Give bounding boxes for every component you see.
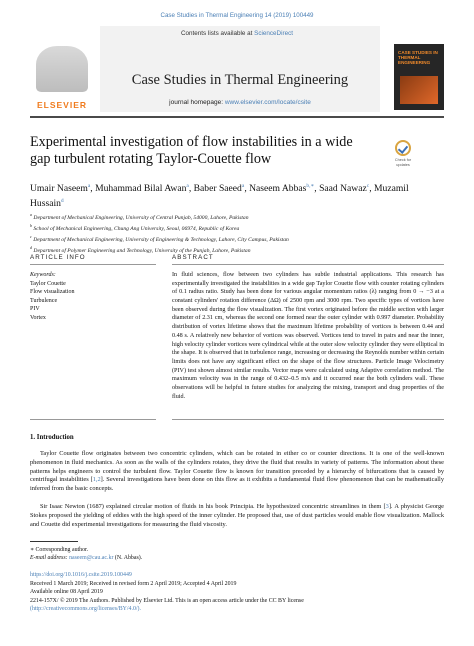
- article-info-bottom-divider: [30, 419, 156, 420]
- abstract-text: In fluid sciences, flow between two cylinders has subtle industrial applications. This research has experimentally investigated the instabilities in a wide gap Taylor Couette flow with counter rotating cylinders of 0.1 radius ratio. Study has been done for various angular momentum ratios (λ) ranging from 0 → −3 at a constant cylinders' rotation difference (ΔΩ) of 2500 rpm and 3000 rpm. Two specific types of vortices have been observed during the flow visualization. The first vortex originated before the middle section with larger diameter of 2.31 cm, whereas the second one formed near the outer cylinder with 0.997 diameter. Probability distribution of vortex lifetime shows that the maximum lifetime probability of vortices is between 0.44 and 0.48 s. A relatively new behavior of vortices was observed. Vortices tend to travel in pairs and near the inner, high velocity cylinder vortices were cylindrical while at the outer slow velocity cylinder they were elliptical in the shape. It is observed that in turbulence range, increasing or decreasing the Reynolds number within certain limits does not have any significant effect on the shape of the flow structures. Particle Image Velocimetry (PIV) test shown almost similar results. Vector maps were calculated using Adaptive correlation method. The maximum velocity was in the range of 0.432–0.5 m/s and it occurred near the both cylinders wall. These observations will be helpful in future studies for analyzing the mixing, transport and drag properties of the fluid.: [172, 272, 444, 400]
- keyword-item: Flow visualization: [30, 289, 75, 296]
- elsevier-wordmark: ELSEVIER: [36, 100, 88, 110]
- keyword-item: Vortex: [30, 314, 46, 321]
- author-name[interactable]: Baber Saeed: [193, 183, 242, 195]
- intro-paragraph-2: [30, 503, 444, 529]
- email-label: E-mail address:: [30, 555, 68, 562]
- received-dates: Received 1 March 2019; Received in revised form 2 April 2019; Accepted 4 April 2019: [30, 580, 237, 587]
- author-name[interactable]: Naseem Abbas: [249, 183, 307, 195]
- abstract-bottom-divider: [172, 419, 444, 420]
- intro-p1-end: ]. Several investigations have been done on this flow as it exhibits a fundamental fluid flow phenomenon that can be mathematically inferred from the basic concepts.: [30, 476, 444, 492]
- journal-title: Case Studies in Thermal Engineering: [131, 72, 349, 88]
- email-line: [30, 554, 444, 562]
- check-updates-label: Check for updates: [394, 158, 412, 167]
- affiliation-item: [30, 244, 444, 255]
- article-info-heading: ARTICLE INFO: [30, 254, 86, 261]
- journal-homepage: [100, 99, 380, 106]
- affiliation-text: Department of Mechanical Engineering, University of Central Punjab, 54000, Lahore, Pakistan: [33, 214, 249, 221]
- elsevier-tree-icon: [36, 46, 88, 92]
- keywords-block: [30, 271, 150, 323]
- article-info-divider: [30, 264, 156, 265]
- keywords-label: Keywords:: [30, 272, 56, 278]
- email-link[interactable]: naseem@cau.ac.kr: [69, 555, 114, 562]
- license-link[interactable]: (http://creativecommons.org/licenses/BY/4.0/).: [30, 606, 141, 612]
- contents-prefix: Contents lists available at: [180, 30, 255, 37]
- author-name[interactable]: Muhammad Bilal Awan: [95, 183, 187, 195]
- keyword-item: PIV: [30, 306, 40, 313]
- article-title: Experimental investigation of flow instabilities in a wide gap turbulent rotating Taylor-Couette flow: [30, 134, 353, 167]
- journal-cover: [394, 44, 444, 110]
- author-name[interactable]: Umair Naseem: [30, 183, 88, 195]
- footnote-divider: [30, 541, 78, 542]
- citation-link[interactable]: 1,2: [92, 476, 101, 484]
- email-suffix: (N. Abbas).: [113, 555, 143, 562]
- affiliation-text: School of Mechanical Engineering, Chung Ang University, Seoul, 06974, Republic of Korea: [33, 225, 240, 232]
- elsevier-logo: [30, 46, 94, 110]
- author-affil-mark[interactable]: c: [366, 183, 370, 189]
- author-name[interactable]: Muzamil Hussain: [30, 183, 409, 210]
- check-for-updates-button[interactable]: [392, 140, 414, 170]
- keyword-item: Turbulence: [30, 297, 58, 304]
- journal-reference: Case Studies in Thermal Engineering 14 (2019) 100449: [160, 12, 314, 19]
- sciencedirect-link[interactable]: ScienceDirect: [254, 30, 293, 37]
- affiliation-text: Department of Polymer Engineering and Technology, University of the Punjab, Lahore, Pakistan: [33, 247, 251, 254]
- affiliation-item: [30, 211, 444, 222]
- doi-link[interactable]: https://doi.org/10.1016/j.csite.2019.100449: [30, 572, 132, 578]
- cover-image: [400, 76, 438, 104]
- author-name[interactable]: Saad Nawaz: [319, 183, 367, 195]
- author-affil-mark[interactable]: a: [87, 183, 91, 189]
- keyword-item: Taylor Couette: [30, 280, 66, 287]
- cover-title: CASE STUDIES IN THERMAL ENGINEERING: [398, 50, 438, 65]
- check-updates-icon: [395, 140, 411, 156]
- contents-line: [0, 30, 474, 37]
- author-list: Umair Naseem$^a$, Muhammad Bilal Awan$^a$, Baber Saeed$^a$, Naseem Abbas$^{b,∗}$, Saad Nawaz$^c$, Muzamil Hussain$^d$: [30, 183, 409, 210]
- affiliation-mark: c: [30, 233, 32, 239]
- intro-p2-end: ]. A physicist George Stokes proposed the yielding of eddies with the high speed of the inner cylinder. He proposed that, use of dust particles would enable flow visualization. Mallock and Couette did experimental investigations for measuring the fluid viscosity.: [30, 503, 444, 528]
- intro-p1-text: Taylor Couette flow originates between two concentric cylinders, which can be rotated in either co or counter directions. It is one of the well-known phenomenon in fluid mechanics. As soon as the walls of the cylinders rotates, they drive the fluid that results in variety of patterns. The information about these patterns helps engineers to control the turbulent flow. Taylor Couette flow is known for transition preceded by a hierarchy of bifurcations that is caused by centrifugal instabilities [: [30, 450, 444, 484]
- online-date: Available online 08 April 2019: [30, 589, 103, 595]
- affiliations: [30, 211, 444, 254]
- intro-p2-text: Sir Isaac Newton (1687) explained circular motion of fluids in his book Principia. He hypothesized concentric streamlines in them [: [40, 503, 386, 510]
- affiliation-text: Department of Mechanical Engineering, University of Engineering & Technology, Lahore, City Campus, Pakistan: [33, 236, 289, 243]
- affiliation-mark: a: [30, 212, 32, 217]
- intro-paragraph-1: [30, 450, 444, 494]
- author-affil-mark[interactable]: d: [60, 198, 64, 205]
- homepage-link[interactable]: www.elsevier.com/locate/csite: [224, 99, 311, 106]
- abstract-divider: [172, 264, 444, 265]
- affiliation-item: [30, 222, 444, 233]
- abstract-heading: ABSTRACT: [172, 254, 214, 261]
- author-affil-mark[interactable]: b,∗: [306, 183, 315, 189]
- header-divider: [30, 116, 444, 118]
- introduction-heading: 1. Introduction: [30, 434, 74, 441]
- publication-info: [30, 571, 444, 614]
- author-affil-mark[interactable]: a: [241, 183, 245, 189]
- corresponding-author-note: ∗ Corresponding author.: [30, 547, 89, 553]
- citation-link[interactable]: 3: [385, 503, 389, 510]
- author-affil-mark[interactable]: a: [186, 183, 189, 189]
- copyright-line: 2214-157X/ © 2019 The Authors. Published by Elsevier Ltd. This is an open access article under the CC BY license: [30, 597, 304, 604]
- affiliation-mark: b: [30, 222, 32, 228]
- affiliation-mark: d: [30, 244, 32, 250]
- footnote: [30, 546, 444, 563]
- affiliation-item: [30, 233, 444, 244]
- homepage-prefix: journal homepage:: [169, 99, 225, 106]
